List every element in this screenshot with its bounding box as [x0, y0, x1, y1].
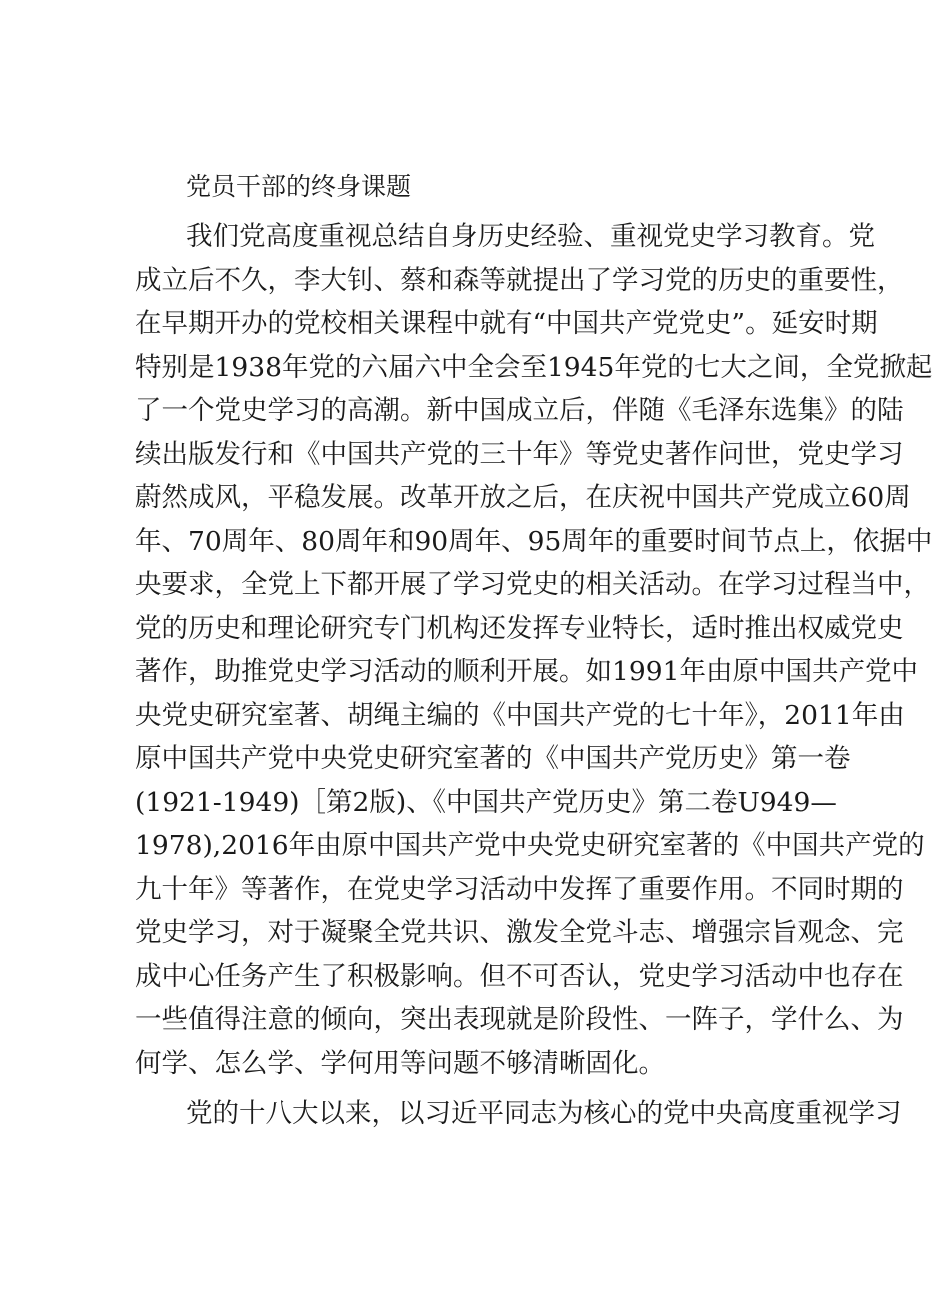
paragraph-line: 一些值得注意的倾向，突出表现就是阶段性、一阵子，学什么、为 [135, 1004, 904, 1035]
paragraph-line: 续出版发行和《中国共产党的三十年》等党史著作问世，党史学习 [135, 439, 904, 470]
paragraph-line: 何学、怎么学、学何用等问题不够清晰固化。 [135, 1048, 665, 1079]
paragraph-line: 了一个党史学习的高潮。新中国成立后，伴随《毛泽东选集》的陆 [135, 395, 904, 426]
paragraph-line: 九十年》等著作，在党史学习活动中发挥了重要作用。不同时期的 [135, 874, 904, 905]
paragraph-line: 央要求，全党上下都开展了学习党史的相关活动。在学习过程当中， [135, 569, 930, 600]
section-title: 党员干部的终身课题 [186, 172, 412, 201]
paragraph-line: 在早期开办的党校相关课程中就有“中国共产党党史”。延安时期 [135, 308, 878, 339]
paragraph-line: 特别是1938年党的六届六中全会至1945年党的七大之间，全党掀起 [135, 352, 932, 383]
paragraph-line: 党史学习，对于凝聚全党共识、激发全党斗志、增强宗旨观念、完 [135, 917, 904, 948]
paragraph-line: 年、70周年、80周年和90周年、95周年的重要时间节点上，依据中 [135, 526, 932, 557]
paragraph-line: 党的历史和理论研究专门机构还发挥专业特长，适时推出权威党史 [135, 613, 904, 644]
paragraph-line: 1978),2016年由原中国共产党中央党史研究室著的《中国共产党的 [135, 830, 925, 861]
paragraph-line: (1921-1949)［第2版)、《中国共产党历史》第二卷U949— [135, 787, 837, 818]
paragraph-line: 央党史研究室著、胡绳主编的《中国共产党的七十年》，2011年由 [135, 700, 905, 731]
paragraph-line: 蔚然成风，平稳发展。改革开放之后，在庆祝中国共产党成立60周 [135, 482, 911, 513]
paragraph-line: 我们党高度重视总结自身历史经验、重视党史学习教育。党 [186, 221, 875, 252]
paragraph-line: 成立后不久，李大钊、蔡和森等就提出了学习党的历史的重要性， [135, 265, 904, 296]
paragraph-line: 党的十八大以来，以习近平同志为核心的党中央高度重视学习 [186, 1098, 902, 1129]
paragraph-line: 成中心任务产生了积极影响。但不可否认，党史学习活动中也存在 [135, 961, 904, 992]
paragraph-line: 著作，助推党史学习活动的顺利开展。如1991年由原中国共产党中 [135, 656, 918, 687]
paragraph-line: 原中国共产党中央党史研究室著的《中国共产党历史》第一卷 [135, 743, 851, 774]
